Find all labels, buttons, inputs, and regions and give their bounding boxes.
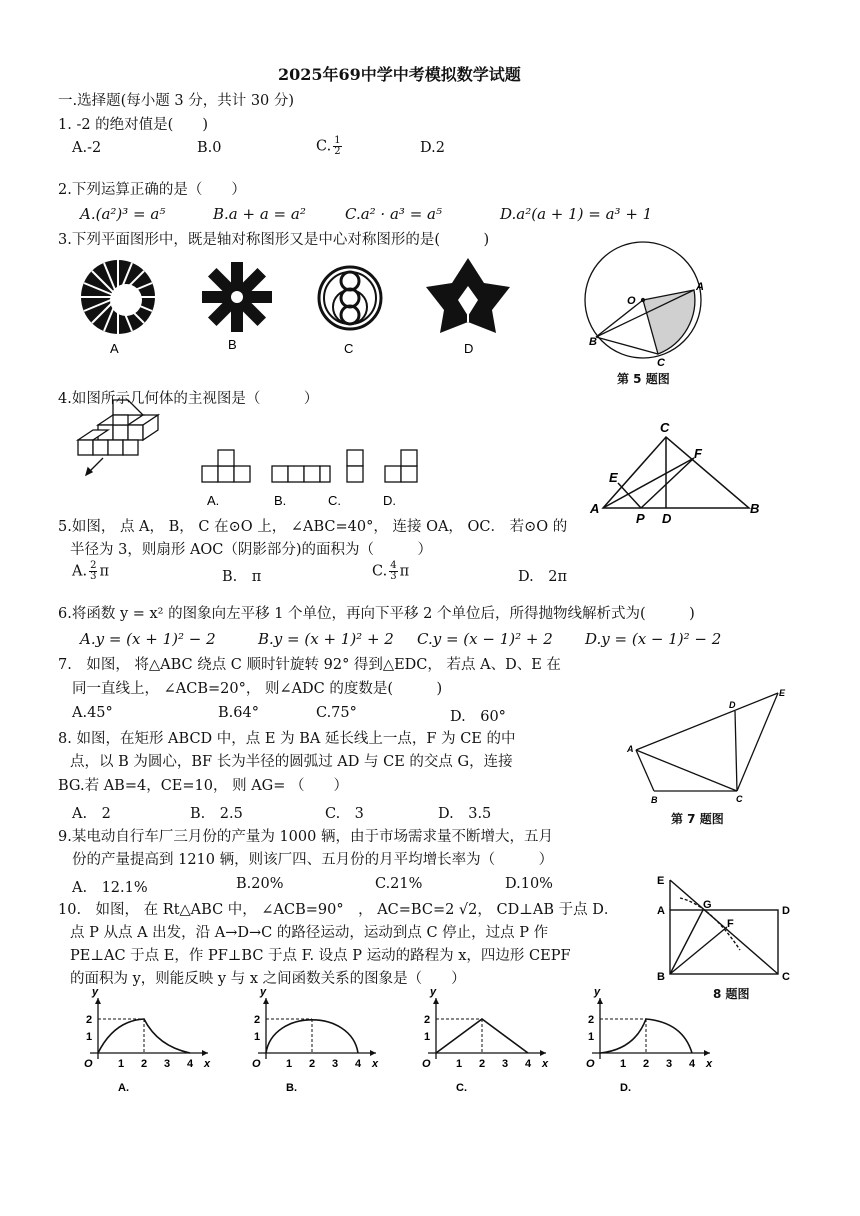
q8-line1: 8. 如图，在矩形 ABCD 中，点 E 为 BA 延长线上一点，F 为 CE 的中 (58, 731, 516, 747)
q9-option-c: C.21% (375, 876, 423, 892)
page-title: 2025年69中学中考模拟数学试题 (278, 65, 521, 84)
q10-graph-d-y-label: y (594, 986, 601, 998)
q10-graph-a-x-tick-1: 1 (118, 1058, 125, 1070)
q1-option-c: C. $\frac{1}{2}$ (316, 135, 341, 157)
q7-line2: 同一直线上， ∠ACB=20°， 则∠ADC 的度数是( ) (72, 681, 443, 697)
q10-graph-b-x-tick-1: 1 (286, 1058, 293, 1070)
q10-graph-b-y-arrow (263, 998, 269, 1004)
fig7-caption: 第 7 题图 (671, 812, 724, 826)
q9-option-a: A. 12.1% (72, 880, 148, 896)
q6-option-b: B.y = (x + 1)² + 2 (258, 630, 394, 648)
fig5-label-a: A (696, 281, 704, 293)
q10-graph-d-option-label: D. (620, 1082, 631, 1094)
q10-graph-b-y-tick-2: 2 (254, 1014, 261, 1026)
tri-label-b: B (750, 501, 760, 516)
q8-line3: BG.若 AB=4，CE=10， 则 AG= （ ） (58, 778, 349, 794)
q10-graph-b-x-label: x (372, 1058, 379, 1070)
q10-graph-c-x-tick-4: 4 (525, 1058, 532, 1070)
q6-option-a: A.y = (x + 1)² − 2 (80, 630, 216, 648)
q2-option-a: A.(a²)³ = a⁵ (80, 205, 166, 223)
q9-option-b: B.20% (236, 876, 284, 892)
q10-graph-a-x-label: x (204, 1058, 211, 1070)
q5-option-d: D. 2π (518, 569, 567, 585)
q6-option-c: C.y = (x − 1)² + 2 (417, 630, 553, 648)
q10-graph-d-y-tick-1: 1 (588, 1031, 595, 1043)
q10-graph-c-x-tick-3: 3 (502, 1058, 509, 1070)
q5-line2: 半径为 3，则扇形 AOC（阴影部分)的面积为（ ） (70, 542, 433, 558)
q10-graph-b-origin-label: O (252, 1058, 261, 1070)
q10-graph-d-y-arrow (597, 998, 603, 1004)
q10-graph-a-y-tick-1: 1 (86, 1031, 93, 1043)
q6-stem: 6.将函数 y = x² 的图象向左平移 1 个单位，再向下平移 2 个单位后，所得抛物线解析式为( ) (58, 606, 695, 622)
q5-option-b: B. π (222, 569, 262, 585)
q9-line2: 份的产量提高到 1210 辆，则该厂四、五月份的月平均增长率为（ ） (72, 852, 554, 868)
q10-graph-d-x-tick-3: 3 (666, 1058, 673, 1070)
q10-graph-a-x-tick-2: 2 (141, 1058, 148, 1070)
q10-line4: 的面积为 y，则能反映 y 与 x 之间函数关系的图象是（ ） (70, 971, 466, 987)
q10-graph-a-y-label: y (92, 986, 99, 998)
q5-line1: 5.如图， 点 A， B， C 在⊙O 上， ∠ABC=40°， 连接 OA， OC． 若⊙O 的 (58, 519, 568, 535)
tri-label-c: C (660, 420, 670, 435)
fig7-label-e: E (779, 688, 786, 698)
q10-graph-d-x-tick-2: 2 (643, 1058, 650, 1070)
q8-line2: 点，以 B 为圆心，BF 长为半径的圆弧过 AD 与 CE 的交点 G，连接 (70, 754, 513, 770)
q10-graph-b-x-tick-2: 2 (309, 1058, 316, 1070)
q10-graph-a-y-tick-2: 2 (86, 1014, 93, 1026)
fig5-caption: 第 5 题图 (617, 372, 670, 386)
q3-stem: 3.下列平面图形中，既是轴对称图形又是中心对称图形的是( ) (58, 232, 490, 248)
section-heading: 一.选择题(每小题 3 分，共计 30 分) (58, 93, 295, 109)
q10-graph-d-x-tick-4: 4 (689, 1058, 696, 1070)
q10-graph-c-y-label: y (430, 986, 437, 998)
q4-label-b: B. (274, 493, 287, 508)
q10-graph-d-x-arrow (704, 1050, 710, 1056)
q7-option-d: D. 60° (450, 709, 506, 725)
q5-option-c: C. $\frac{4}{3}$ π (372, 560, 410, 582)
q2-option-d: D.a²(a + 1) = a³ + 1 (500, 205, 653, 223)
q10-graph-c-x-arrow (540, 1050, 546, 1056)
q2-option-b: B.a + a = a² (213, 205, 306, 223)
fig5-label-b: B (589, 336, 597, 348)
fig8-label-g: G (703, 899, 712, 911)
q1-option-a: A.-2 (72, 140, 102, 156)
tri-label-d: D (662, 511, 672, 526)
q7-line1: 7. 如图， 将△ABC 绕点 C 顺时针旋转 92° 得到△EDC， 若点 A、D、E 在 (58, 657, 561, 673)
q3-label-c: C (344, 341, 354, 356)
q7-option-a: A.45° (72, 705, 113, 721)
tri-label-p: P (636, 511, 645, 526)
q10-graph-a-y-arrow (95, 998, 101, 1004)
q4-label-d: D. (383, 493, 396, 508)
q1-option-d: D.2 (420, 140, 445, 156)
tri-label-f: F (694, 446, 702, 461)
q10-graph-c-option-label: C. (456, 1082, 467, 1094)
fig7-label-c: C (736, 794, 743, 804)
q10-graph-b-x-tick-4: 4 (355, 1058, 362, 1070)
fig8-label-d: D (782, 905, 790, 917)
q10-graph-c-x-tick-2: 2 (479, 1058, 486, 1070)
q10-graph-b-y-tick-1: 1 (254, 1031, 261, 1043)
q10-graph-b-x-tick-3: 3 (332, 1058, 339, 1070)
q10-graph-c-x-tick-1: 1 (456, 1058, 463, 1070)
q7-option-b: B.64° (218, 705, 259, 721)
tri-label-e: E (609, 470, 618, 485)
q10-graph-c-x-label: x (542, 1058, 549, 1070)
fig7-label-d: D (729, 700, 736, 710)
q2-stem: 2.下列运算正确的是（ ） (58, 182, 246, 198)
q10-graph-b-option-label: B. (286, 1082, 297, 1094)
q1-option-b: B.0 (197, 140, 222, 156)
fig8-label-c: C (782, 971, 790, 983)
q10-graph-c-origin-label: O (422, 1058, 431, 1070)
q10-graph-a-x-tick-3: 3 (164, 1058, 171, 1070)
q10-graph-d-x-tick-1: 1 (620, 1058, 627, 1070)
q10-graph-c-y-tick-1: 1 (424, 1031, 431, 1043)
q9-option-d: D.10% (505, 876, 553, 892)
fig8-label-e: E (657, 875, 665, 887)
q8-option-c: C. 3 (325, 806, 364, 822)
q3-label-a: A (110, 341, 119, 356)
fig8-label-a: A (657, 905, 665, 917)
q1-stem: 1. -2 的绝对值是( ) (58, 117, 208, 133)
q8-option-b: B. 2.5 (190, 806, 243, 822)
q8-option-a: A. 2 (72, 806, 111, 822)
q10-graph-a-option-label: A. (118, 1082, 129, 1094)
q10-graph-b-y-label: y (260, 986, 267, 998)
q10-graph-a-x-arrow (202, 1050, 208, 1056)
fig8-label-b: B (657, 971, 665, 983)
q10-graph-d-x-label: x (706, 1058, 713, 1070)
q4-label-a: A. (207, 493, 220, 508)
q5-option-a: A. $\frac{2}{3}$ π (72, 560, 109, 582)
q10-graph-c-y-arrow (433, 998, 439, 1004)
fig8-label-f: F (727, 918, 734, 930)
q4-stem: 4.如图所示几何体的主视图是（ ） (58, 391, 319, 407)
q10-graph-a-x-tick-4: 4 (187, 1058, 194, 1070)
fig8-caption: 8 题图 (713, 987, 750, 1001)
q10-graph-d-y-tick-2: 2 (588, 1014, 595, 1026)
q7-option-c: C.75° (316, 705, 357, 721)
q10-graph-d-origin-label: O (586, 1058, 595, 1070)
q10-graph-a-origin-label: O (84, 1058, 93, 1070)
q3-label-d: D (464, 341, 474, 356)
q9-line1: 9.某电动自行车厂三月份的产量为 1000 辆，由于市场需求量不断增大，五月 (58, 829, 553, 845)
q10-line2: 点 P 从点 A 出发，沿 A→D→C 的路径运动，运动到点 C 停止，过点 P 作 (70, 925, 549, 941)
q6-option-d: D.y = (x − 1)² − 2 (585, 630, 722, 648)
q4-label-c: C. (328, 493, 341, 508)
q8-option-d: D. 3.5 (438, 806, 492, 822)
q10-graph-c-y-tick-2: 2 (424, 1014, 431, 1026)
q3-label-b: B (228, 337, 237, 352)
tri-label-a: A (590, 501, 600, 516)
q10-line3: PE⊥AC 于点 E，作 PF⊥BC 于点 F. 设点 P 运动的路程为 x，四边形 CEPF (70, 948, 571, 964)
q10-graph-b-x-arrow (370, 1050, 376, 1056)
fig5-label-c: C (657, 357, 665, 369)
fig7-label-a: A (627, 744, 634, 754)
q2-option-c: C.a² · a³ = a⁵ (345, 205, 442, 223)
fig7-label-b: B (651, 795, 658, 805)
q10-line1: 10. 如图， 在 Rt△ABC 中， ∠ACB=90° ， AC=BC=2 √2， CD⊥AB 于点 D． (58, 902, 619, 918)
fig5-label-o: O (627, 295, 636, 307)
